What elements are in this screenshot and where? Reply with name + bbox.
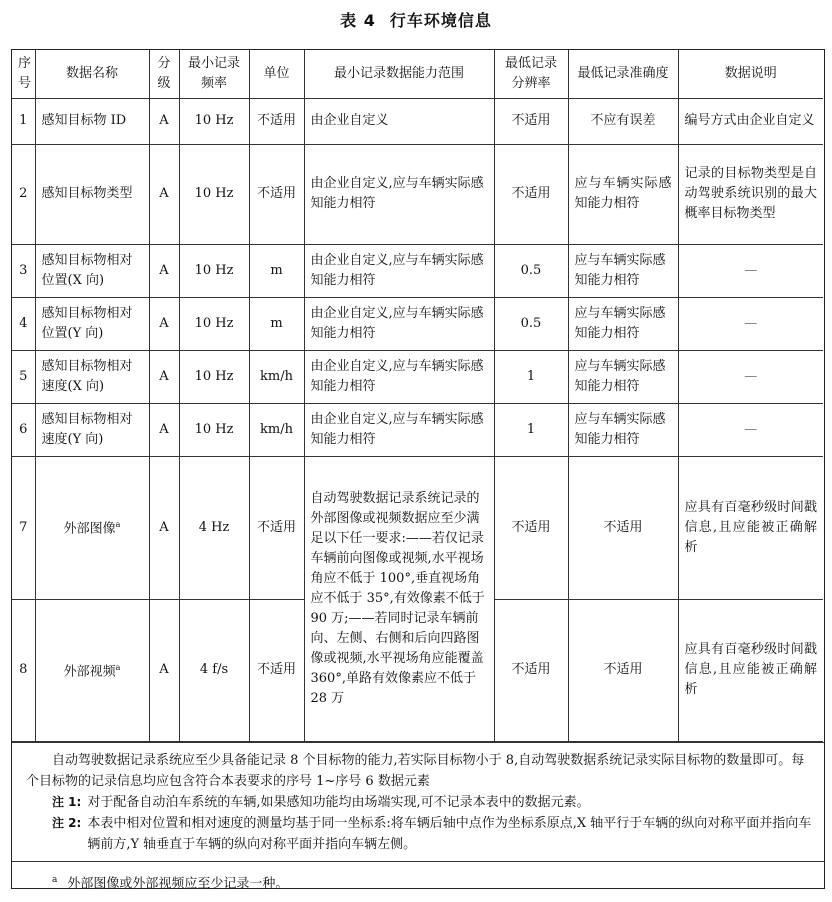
cell-name [35,456,149,599]
table-row [12,403,823,456]
cell-name-text: 外部图像 [63,521,116,537]
cell-name: 感知目标物相对位置(X 向) [35,244,149,297]
note-1-label: 注 1: [52,794,82,809]
notes-paragraph: 自动驾驶数据记录系统应至少具备能记录 8 个目标物的能力,若实际目标物小于 8,自动驾驶数据系统记录实际目标物的数量即可。每个目标物的记录信息均应包含符合本表要求的序号 1~序号 6 数据元素 [26,752,805,789]
cell-freq: 4 f/s [179,599,249,741]
table-row [12,456,823,599]
cell-unit: 不适用 [249,98,304,144]
cell-resolution: 不适用 [494,144,568,244]
cell-level: A [149,456,179,599]
cell-no: 4 [12,297,35,350]
cell-freq: 10 Hz [179,297,249,350]
cell-note: 编号方式由企业自定义 [678,98,823,144]
table-notes [12,742,824,861]
header-note: 数据说明 [678,50,823,98]
header-row [12,50,823,98]
cell-level: A [149,297,179,350]
table-title [0,8,832,31]
cell-note: — [678,244,823,297]
cell-name [35,599,149,741]
table-row [12,297,823,350]
cell-level: A [149,350,179,403]
table-row [12,244,823,297]
footnote-text: 外部图像或外部视频应至少记录一种。 [67,875,289,891]
note-1-text: 对于配备自动泊车系统的车辆,如果感知功能均由场端实现,可不记录本表中的数据元素。 [87,794,590,810]
cell-unit: m [249,297,304,350]
cell-accuracy: 不适用 [568,599,678,741]
cell-freq: 10 Hz [179,144,249,244]
cell-level: A [149,403,179,456]
data-table-frame [11,49,825,889]
cell-range: 由企业自定义,应与车辆实际感知能力相符 [304,297,494,350]
cell-resolution: 0.5 [494,244,568,297]
cell-range: 由企业自定义,应与车辆实际感知能力相符 [304,403,494,456]
cell-freq: 10 Hz [179,403,249,456]
cell-freq: 10 Hz [179,350,249,403]
cell-accuracy: 不适用 [568,456,678,599]
cell-note: — [678,403,823,456]
header-no: 序号 [12,50,35,98]
cell-no: 5 [12,350,35,403]
cell-unit: km/h [249,350,304,403]
cell-resolution: 不适用 [494,98,568,144]
cell-level: A [149,144,179,244]
table-row [12,350,823,403]
data-table [12,50,823,742]
cell-no: 3 [12,244,35,297]
cell-freq: 4 Hz [179,456,249,599]
cell-freq: 10 Hz [179,98,249,144]
cell-range: 由企业自定义,应与车辆实际感知能力相符 [304,350,494,403]
cell-name: 感知目标物类型 [35,144,149,244]
cell-resolution: 不适用 [494,599,568,741]
header-name: 数据名称 [35,50,149,98]
cell-freq: 10 Hz [179,244,249,297]
table-row [12,98,823,144]
cell-no: 6 [12,403,35,456]
footnote-ref: a [115,662,121,672]
cell-note: 应具有百毫秒级时间戳信息,且应能被正确解析 [678,456,823,599]
header-unit: 单位 [249,50,304,98]
cell-accuracy: 应与车辆实际感知能力相符 [568,297,678,350]
cell-no: 8 [12,599,35,741]
table-row [12,144,823,244]
cell-resolution: 不适用 [494,456,568,599]
footnote-mark: a [52,874,58,885]
footnote-ref: a [115,520,121,530]
cell-note: 应具有百毫秒级时间戳信息,且应能被正确解析 [678,599,823,741]
cell-no: 2 [12,144,35,244]
header-resolution: 最低记录分辨率 [494,50,568,98]
cell-accuracy: 不应有误差 [568,98,678,144]
cell-note: 记录的目标物类型是自动驾驶系统识别的最大概率目标物类型 [678,144,823,244]
header-freq: 最小记录频率 [179,50,249,98]
cell-range: 由企业自定义 [304,98,494,144]
header-level: 分级 [149,50,179,98]
header-accuracy: 最低记录准确度 [568,50,678,98]
cell-name: 感知目标物相对速度(Y 向) [35,403,149,456]
cell-name-text: 外部视频 [63,664,116,680]
cell-range: 由企业自定义,应与车辆实际感知能力相符 [304,244,494,297]
cell-name: 感知目标物相对速度(X 向) [35,350,149,403]
cell-unit: km/h [249,403,304,456]
cell-range: 由企业自定义,应与车辆实际感知能力相符 [304,144,494,244]
cell-level: A [149,244,179,297]
cell-accuracy: 应与车辆实际感知能力相符 [568,350,678,403]
cell-accuracy: 应与车辆实际感知能力相符 [568,144,678,244]
cell-no: 1 [12,98,35,144]
note-2-label: 注 2: [52,815,82,830]
cell-level: A [149,599,179,741]
cell-resolution: 0.5 [494,297,568,350]
table-label: 表 4 [340,11,376,30]
cell-unit: 不适用 [249,456,304,599]
header-range: 最小记录数据能力范围 [304,50,494,98]
note-1 [52,792,816,813]
cell-note: — [678,297,823,350]
footnote [12,861,824,902]
cell-unit: m [249,244,304,297]
note-2 [52,813,816,855]
cell-range-merged: 自动驾驶数据记录系统记录的外部图像或视频数据应至少满足以下任一要求:——若仅记录车辆前向图像或视频,水平视场角应不低于 100°,垂直视场角应不低于 35°,有效像素不低于 90 万;——若同时记录车辆前向、左侧、右侧和后向四路图像或视频,水平视场角应能覆盖 360°,单路有效像素应不低于 28 万 [304,456,494,741]
cell-resolution: 1 [494,350,568,403]
cell-unit: 不适用 [249,599,304,741]
cell-resolution: 1 [494,403,568,456]
cell-accuracy: 应与车辆实际感知能力相符 [568,403,678,456]
cell-level: A [149,98,179,144]
cell-accuracy: 应与车辆实际感知能力相符 [568,244,678,297]
note-2-text: 本表中相对位置和相对速度的测量均基于同一坐标系:将车辆后轴中点作为坐标系原点,X 轴平行于车辆的纵向对称平面并指向车辆前方,Y 轴垂直于车辆的纵向对称平面并指向车辆左侧。 [87,815,812,852]
cell-unit: 不适用 [249,144,304,244]
cell-name: 感知目标物 ID [35,98,149,144]
cell-note: — [678,350,823,403]
cell-name: 感知目标物相对位置(Y 向) [35,297,149,350]
cell-no: 7 [12,456,35,599]
table-caption: 行车环境信息 [389,11,492,30]
